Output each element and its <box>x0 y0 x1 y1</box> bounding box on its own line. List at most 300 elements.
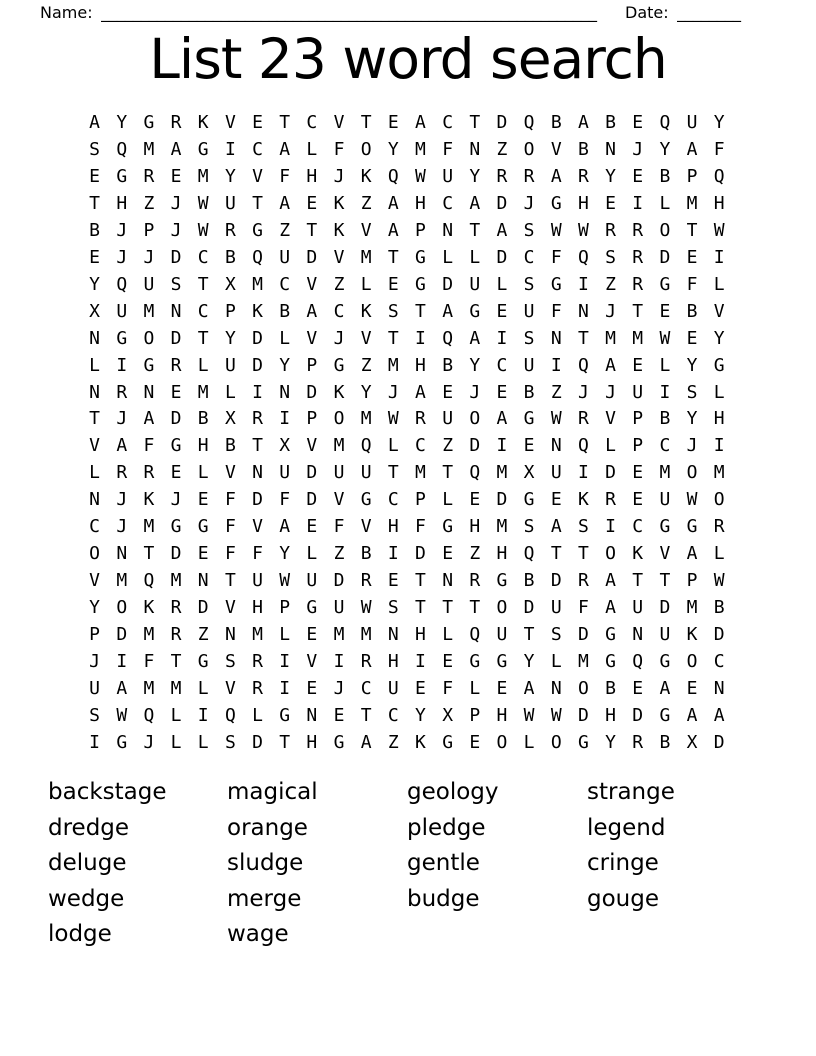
grid-cell-letter: J <box>632 138 644 160</box>
grid-cell-letter: T <box>306 219 318 241</box>
grid-cell-letter: M <box>333 435 345 457</box>
grid-cell-letter: Y <box>387 138 399 160</box>
grid-cell-letter: Z <box>469 543 481 565</box>
grid-cell-letter: L <box>469 678 481 700</box>
grid-cell-letter: H <box>496 543 508 565</box>
grid-cell-letter: D <box>252 489 263 511</box>
grid-cell-letter: M <box>360 408 372 430</box>
grid-cell-letter: F <box>333 138 345 160</box>
grid-cell-letter: V <box>224 112 236 133</box>
grid-cell-letter: X <box>442 704 454 726</box>
grid-cell-letter: X <box>224 408 236 430</box>
grid-cell-letter: J <box>605 381 616 403</box>
grid-cell-letter: Q <box>252 246 263 268</box>
grid-cell-letter: N <box>252 462 263 484</box>
grid-cell-letter: M <box>415 138 426 160</box>
grid-cell-letter: T <box>170 651 182 673</box>
grid-cell-letter: Q <box>224 704 236 726</box>
grid-cell-letter: G <box>333 354 345 376</box>
grid-cell-letter: M <box>333 624 345 646</box>
grid-cell-letter: T <box>469 597 481 619</box>
grid-cell-letter: N <box>143 381 155 403</box>
grid-cell-letter: L <box>197 731 209 753</box>
grid-row <box>81 703 733 730</box>
grid-cell-letter: T <box>577 327 589 349</box>
grid-cell-letter: C <box>197 300 209 322</box>
grid-cell-letter: A <box>577 112 589 133</box>
grid-cell-letter: L <box>713 273 725 295</box>
word-list-item: gouge <box>587 885 659 912</box>
grid-cell-letter: S <box>387 300 399 322</box>
grid-cell-letter: F <box>577 597 589 619</box>
grid-cell-letter: H <box>577 192 589 214</box>
grid-cell-letter: G <box>469 651 481 673</box>
grid-cell-letter: I <box>415 651 426 673</box>
grid-cell-letter: P <box>686 165 698 187</box>
grid-cell-letter: U <box>523 354 535 376</box>
grid-cell-letter: G <box>605 651 616 673</box>
grid-cell-letter: R <box>577 165 589 187</box>
grid-cell-letter: S <box>550 624 562 646</box>
grid-cell-letter: Y <box>89 273 100 295</box>
grid-cell-letter: Y <box>713 327 725 349</box>
grid-cell-letter: P <box>306 354 318 376</box>
grid-cell-letter: Q <box>116 138 128 160</box>
grid-cell-letter: I <box>496 435 508 457</box>
grid-cell-letter: V <box>550 138 562 160</box>
grid-cell-letter: Q <box>143 570 155 592</box>
grid-cell-letter: D <box>170 327 182 349</box>
grid-cell-letter: G <box>496 651 508 673</box>
grid-cell-letter: L <box>306 543 318 565</box>
grid-cell-letter: T <box>89 192 100 214</box>
grid-cell-letter: L <box>442 246 454 268</box>
grid-cell-letter: I <box>387 543 399 565</box>
grid-cell-letter: R <box>713 516 725 538</box>
grid-cell-letter: B <box>713 597 725 619</box>
word-list-item: merge <box>227 885 302 912</box>
grid-cell-letter: B <box>523 570 535 592</box>
grid-cell-letter: H <box>713 192 725 214</box>
grid-cell-letter: H <box>496 704 508 726</box>
grid-cell-letter: U <box>224 354 236 376</box>
grid-cell-letter: D <box>170 543 182 565</box>
grid-cell-letter: Y <box>605 165 616 187</box>
grid-cell-letter: L <box>713 543 725 565</box>
grid-row <box>81 110 733 137</box>
grid-cell-letter: R <box>577 570 589 592</box>
grid-cell-letter: F <box>143 651 155 673</box>
grid-cell-letter: O <box>523 138 535 160</box>
grid-cell-letter: Q <box>143 704 155 726</box>
grid-cell-letter: A <box>496 408 508 430</box>
grid-cell-letter: P <box>415 219 426 241</box>
grid-cell-letter: N <box>550 435 562 457</box>
grid-cell-letter: O <box>686 651 698 673</box>
grid-cell-letter: U <box>279 462 291 484</box>
grid-cell-letter: J <box>170 489 182 511</box>
grid-cell-letter: N <box>89 489 100 511</box>
grid-row <box>81 433 733 460</box>
grid-cell-letter: N <box>605 138 616 160</box>
grid-cell-letter: Q <box>116 273 128 295</box>
grid-cell-letter: Q <box>469 624 481 646</box>
grid-cell-letter: P <box>632 408 644 430</box>
grid-cell-letter: E <box>197 489 209 511</box>
grid-cell-letter: P <box>89 624 100 646</box>
grid-cell-letter: D <box>605 462 616 484</box>
grid-cell-letter: G <box>659 516 671 538</box>
grid-cell-letter: I <box>252 381 263 403</box>
grid-cell-letter: J <box>170 192 182 214</box>
word-list-item: orange <box>227 814 308 841</box>
grid-cell-letter: E <box>170 462 182 484</box>
grid-cell-letter: M <box>605 327 616 349</box>
grid-cell-letter: Q <box>469 462 481 484</box>
grid-cell-letter: Y <box>469 165 481 187</box>
grid-cell-letter: O <box>89 543 100 565</box>
grid-cell-letter: D <box>659 246 671 268</box>
grid-cell-letter: T <box>442 597 454 619</box>
grid-cell-letter: C <box>306 112 318 133</box>
grid-cell-letter: Y <box>279 543 291 565</box>
grid-cell-letter: J <box>116 246 128 268</box>
grid-cell-letter: Z <box>333 273 345 295</box>
grid-cell-letter: R <box>577 408 589 430</box>
grid-cell-letter: E <box>632 489 644 511</box>
grid-cell-letter: H <box>197 435 209 457</box>
grid-cell-letter: K <box>415 731 426 753</box>
grid-cell-letter: T <box>197 273 209 295</box>
grid-cell-letter: D <box>252 731 263 753</box>
grid-cell-letter: N <box>306 704 318 726</box>
grid-cell-letter: Q <box>442 327 454 349</box>
grid-cell-letter: R <box>523 165 535 187</box>
grid-cell-letter: Z <box>197 624 209 646</box>
grid-cell-letter: R <box>170 112 182 133</box>
grid-row <box>81 460 733 487</box>
grid-cell-letter: R <box>143 165 155 187</box>
word-list-item: geology <box>407 779 499 805</box>
grid-cell-letter: N <box>89 327 100 349</box>
grid-cell-letter: D <box>632 704 644 726</box>
grid-cell-letter: M <box>170 678 182 700</box>
grid-cell-letter: M <box>143 300 155 322</box>
grid-cell-letter: A <box>686 138 698 160</box>
grid-row <box>81 676 733 703</box>
grid-cell-letter: D <box>415 543 426 565</box>
grid-cell-letter: M <box>170 570 182 592</box>
grid-cell-letter: G <box>496 570 508 592</box>
grid-cell-letter: K <box>632 543 644 565</box>
grid-cell-letter: D <box>713 624 725 646</box>
grid-cell-letter: B <box>89 219 100 241</box>
grid-cell-letter: E <box>306 516 318 538</box>
grid-cell-letter: I <box>415 327 426 349</box>
grid-cell-letter: K <box>333 219 345 241</box>
grid-cell-letter: T <box>659 570 671 592</box>
grid-cell-letter: N <box>279 381 291 403</box>
grid-row <box>81 541 733 568</box>
grid-cell-letter: B <box>659 731 671 753</box>
grid-cell-letter: Q <box>577 354 589 376</box>
grid-cell-letter: A <box>279 192 291 214</box>
grid-cell-letter: A <box>550 165 562 187</box>
grid-cell-letter: I <box>333 651 345 673</box>
grid-cell-letter: Z <box>442 435 454 457</box>
grid-cell-letter: O <box>469 408 481 430</box>
grid-cell-letter: G <box>523 408 535 430</box>
grid-cell-letter: E <box>89 165 100 187</box>
grid-cell-letter: Z <box>387 731 399 753</box>
grid-row <box>81 272 733 299</box>
grid-cell-letter: A <box>659 678 671 700</box>
grid-cell-letter: Z <box>496 138 508 160</box>
word-search-grid <box>81 110 733 757</box>
grid-cell-letter: U <box>333 597 345 619</box>
grid-cell-letter: H <box>387 651 399 673</box>
grid-cell-letter: J <box>116 489 128 511</box>
grid-cell-letter: F <box>686 273 698 295</box>
grid-cell-letter: S <box>577 516 589 538</box>
grid-cell-letter: M <box>387 354 399 376</box>
grid-cell-letter: A <box>116 435 128 457</box>
grid-cell-letter: T <box>415 300 426 322</box>
grid-row <box>81 487 733 514</box>
grid-cell-letter: C <box>442 112 454 133</box>
grid-cell-letter: B <box>279 300 291 322</box>
grid-cell-letter: A <box>89 112 100 133</box>
grid-cell-letter: G <box>415 273 426 295</box>
grid-cell-letter: A <box>387 192 399 214</box>
grid-cell-letter: S <box>89 704 100 726</box>
grid-cell-letter: D <box>170 246 182 268</box>
grid-row <box>81 568 733 595</box>
grid-cell-letter: A <box>605 597 616 619</box>
word-list-item: pledge <box>407 814 486 841</box>
grid-cell-letter: Z <box>360 192 372 214</box>
grid-cell-letter: T <box>632 570 644 592</box>
grid-cell-letter: H <box>306 165 318 187</box>
grid-cell-letter: T <box>387 462 399 484</box>
grid-cell-letter: W <box>523 704 535 726</box>
grid-cell-letter: D <box>252 327 263 349</box>
grid-cell-letter: E <box>442 543 454 565</box>
grid-cell-letter: L <box>197 678 209 700</box>
grid-cell-letter: T <box>252 435 263 457</box>
grid-cell-letter: Y <box>686 354 698 376</box>
grid-cell-letter: P <box>224 300 236 322</box>
grid-cell-letter: G <box>550 273 562 295</box>
grid-cell-letter: G <box>686 516 698 538</box>
grid-cell-letter: D <box>577 624 589 646</box>
grid-cell-letter: D <box>306 381 318 403</box>
grid-cell-letter: N <box>197 570 209 592</box>
grid-row <box>81 326 733 353</box>
grid-cell-letter: E <box>469 731 481 753</box>
grid-cell-letter: U <box>116 300 128 322</box>
grid-cell-letter: R <box>116 381 128 403</box>
grid-row <box>81 406 733 433</box>
grid-cell-letter: C <box>659 435 671 457</box>
grid-cell-letter: R <box>252 651 263 673</box>
grid-cell-letter: G <box>170 516 182 538</box>
grid-cell-letter: F <box>550 246 562 268</box>
grid-cell-letter: X <box>523 462 535 484</box>
grid-cell-letter: S <box>89 138 100 160</box>
grid-cell-letter: T <box>279 112 291 133</box>
grid-row <box>81 137 733 164</box>
grid-cell-letter: E <box>632 678 644 700</box>
grid-cell-letter: B <box>224 435 236 457</box>
grid-cell-letter: V <box>306 327 318 349</box>
grid-cell-letter: M <box>686 192 698 214</box>
grid-cell-letter: V <box>306 651 318 673</box>
grid-cell-letter: S <box>523 327 535 349</box>
grid-cell-letter: O <box>360 138 372 160</box>
grid-cell-letter: L <box>89 354 100 376</box>
grid-cell-letter: A <box>523 678 535 700</box>
grid-cell-letter: G <box>360 489 372 511</box>
grid-cell-letter: T <box>686 219 698 241</box>
grid-cell-letter: H <box>469 516 481 538</box>
grid-cell-letter: V <box>360 327 372 349</box>
grid-cell-letter: L <box>252 704 263 726</box>
grid-cell-letter: E <box>306 624 318 646</box>
grid-cell-letter: W <box>197 219 209 241</box>
grid-cell-letter: H <box>306 731 318 753</box>
grid-cell-letter: M <box>143 138 155 160</box>
page-title: List 23 word search <box>149 27 667 91</box>
grid-cell-letter: Y <box>224 165 236 187</box>
grid-cell-letter: C <box>415 435 426 457</box>
grid-row <box>81 299 733 326</box>
grid-cell-letter: I <box>605 516 616 538</box>
grid-cell-letter: L <box>197 354 209 376</box>
grid-cell-letter: U <box>686 112 698 133</box>
grid-cell-letter: A <box>279 138 291 160</box>
grid-cell-letter: K <box>360 165 372 187</box>
grid-cell-letter: U <box>360 462 372 484</box>
grid-row <box>81 514 733 541</box>
grid-cell-letter: T <box>469 112 481 133</box>
grid-cell-letter: J <box>333 165 345 187</box>
grid-cell-letter: R <box>632 246 644 268</box>
grid-cell-letter: L <box>550 651 562 673</box>
grid-cell-letter: U <box>224 192 236 214</box>
grid-cell-letter: C <box>632 516 644 538</box>
word-list <box>0 775 816 975</box>
grid-cell-letter: F <box>279 489 291 511</box>
grid-cell-letter: M <box>197 381 209 403</box>
grid-cell-letter: R <box>170 354 182 376</box>
grid-cell-letter: F <box>442 678 454 700</box>
grid-cell-letter: L <box>605 435 616 457</box>
grid-cell-letter: M <box>116 570 128 592</box>
grid-cell-letter: P <box>686 570 698 592</box>
grid-cell-letter: I <box>659 381 671 403</box>
grid-cell-letter: G <box>279 704 291 726</box>
grid-cell-letter: I <box>279 678 291 700</box>
word-list-column <box>227 775 318 953</box>
grid-cell-letter: L <box>279 327 291 349</box>
grid-cell-letter: G <box>306 597 318 619</box>
grid-cell-letter: Z <box>333 543 345 565</box>
grid-cell-letter: E <box>686 327 698 349</box>
grid-cell-letter: B <box>550 112 562 133</box>
grid-cell-letter: C <box>442 192 454 214</box>
grid-cell-letter: T <box>387 327 399 349</box>
grid-cell-letter: M <box>713 462 725 484</box>
grid-row <box>81 380 733 407</box>
grid-cell-letter: O <box>686 462 698 484</box>
grid-cell-letter: I <box>279 408 291 430</box>
grid-cell-letter: N <box>387 624 399 646</box>
grid-cell-letter: F <box>224 489 236 511</box>
grid-cell-letter: R <box>116 462 128 484</box>
grid-cell-letter: W <box>360 597 372 619</box>
grid-cell-letter: M <box>360 246 372 268</box>
grid-cell-letter: N <box>89 381 100 403</box>
grid-row <box>81 649 733 676</box>
grid-cell-letter: A <box>713 704 725 726</box>
grid-cell-letter: G <box>116 165 128 187</box>
grid-cell-letter: J <box>170 219 182 241</box>
grid-cell-letter: T <box>415 570 426 592</box>
grid-row <box>81 191 733 218</box>
grid-cell-letter: F <box>550 300 562 322</box>
grid-cell-letter: W <box>550 219 562 241</box>
grid-cell-letter: F <box>279 165 291 187</box>
grid-cell-letter: L <box>442 489 454 511</box>
grid-cell-letter: B <box>659 165 671 187</box>
grid-cell-letter: Y <box>360 381 372 403</box>
grid-cell-letter: J <box>577 381 589 403</box>
grid-cell-letter: J <box>116 408 128 430</box>
grid-cell-letter: B <box>605 678 616 700</box>
word-list-column <box>48 775 167 953</box>
grid-cell-letter: A <box>496 219 508 241</box>
grid-cell-letter: K <box>197 112 209 133</box>
grid-cell-letter: U <box>632 597 644 619</box>
grid-cell-letter: I <box>116 651 128 673</box>
grid-cell-letter: V <box>360 516 372 538</box>
grid-cell-letter: D <box>550 570 562 592</box>
grid-cell-letter: D <box>496 192 508 214</box>
word-list-item: dredge <box>48 814 130 841</box>
name-blank-line: ______________________________________________________________ <box>101 3 597 22</box>
grid-cell-letter: B <box>686 300 698 322</box>
grid-cell-letter: C <box>333 300 345 322</box>
grid-cell-letter: S <box>523 516 535 538</box>
word-list-item: lodge <box>48 921 112 947</box>
grid-cell-letter: Q <box>659 112 671 133</box>
grid-cell-letter: R <box>632 219 644 241</box>
grid-cell-letter: T <box>252 192 263 214</box>
grid-cell-letter: E <box>387 570 399 592</box>
grid-cell-letter: O <box>496 597 508 619</box>
grid-cell-letter: J <box>686 435 698 457</box>
grid-cell-letter: T <box>523 624 535 646</box>
grid-cell-letter: R <box>632 731 644 753</box>
grid-cell-letter: G <box>659 273 671 295</box>
grid-cell-letter: V <box>333 489 345 511</box>
grid-cell-letter: O <box>143 327 155 349</box>
grid-cell-letter: C <box>713 651 725 673</box>
grid-cell-letter: L <box>306 138 318 160</box>
grid-row <box>81 353 733 380</box>
grid-cell-letter: E <box>605 192 616 214</box>
